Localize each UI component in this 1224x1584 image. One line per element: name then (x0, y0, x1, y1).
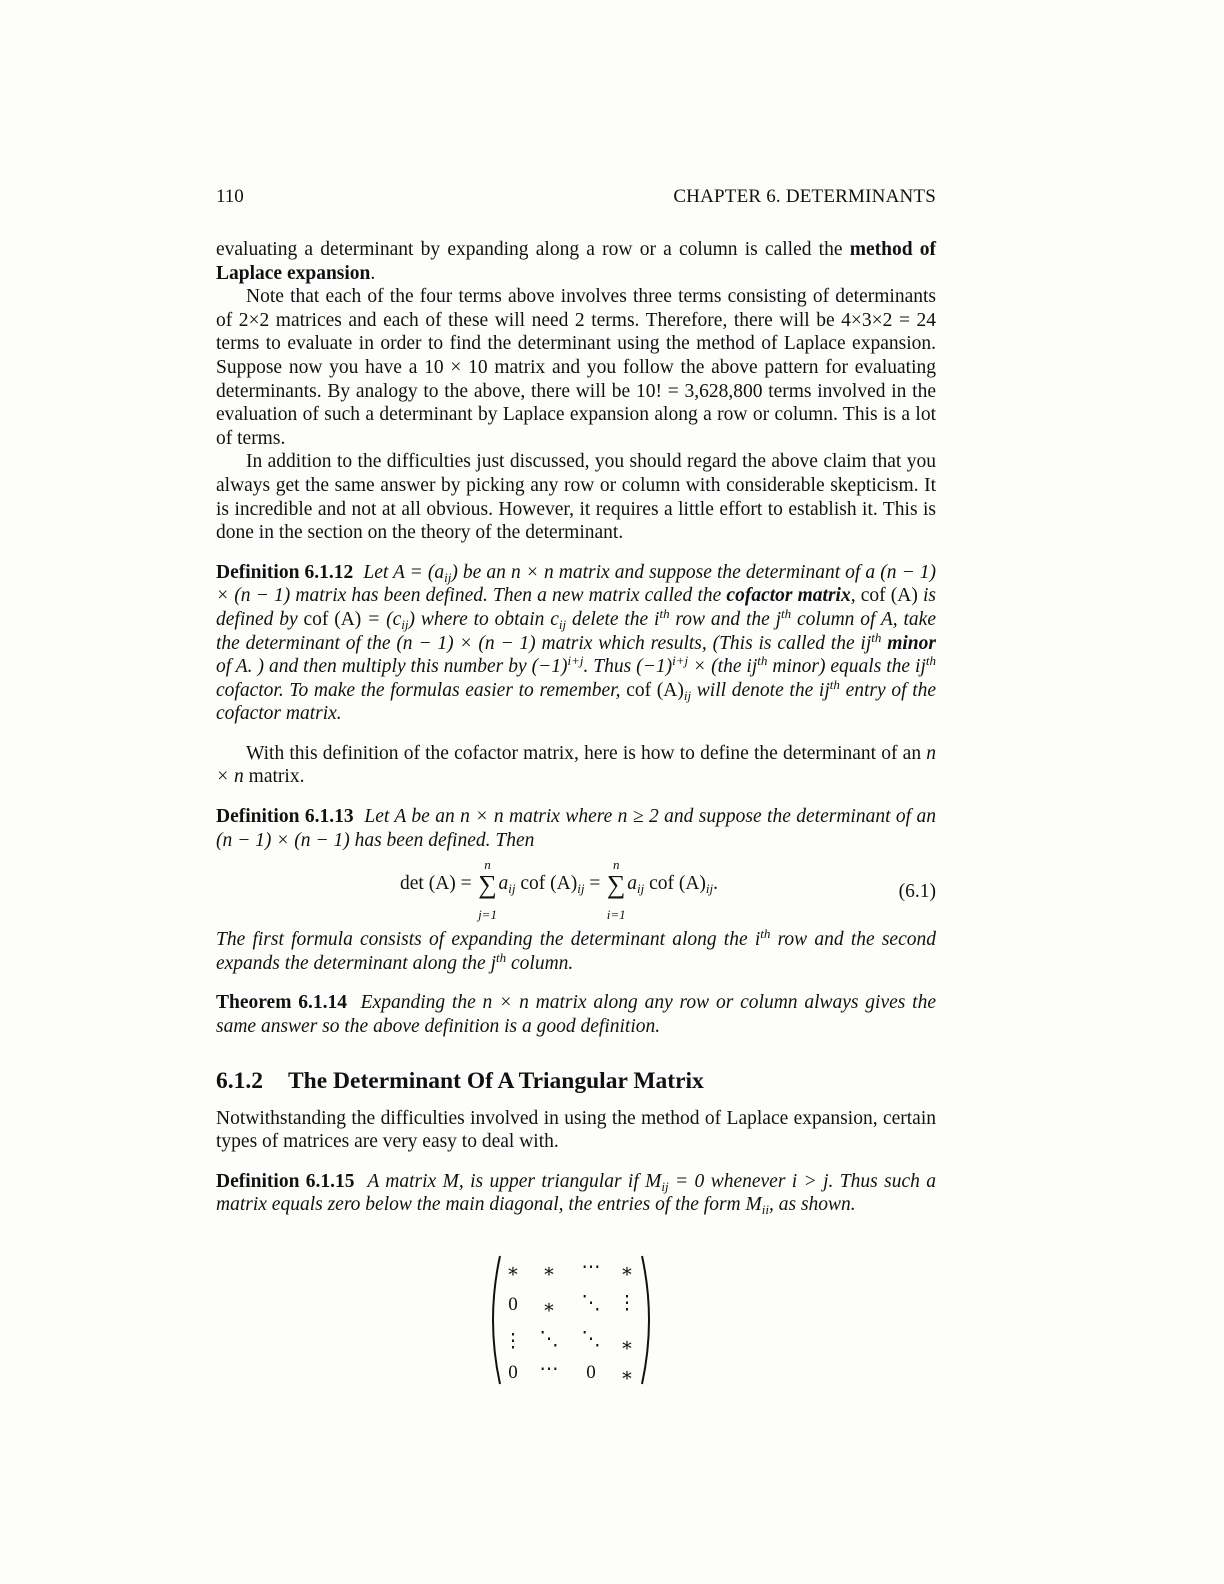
definition-label: Definition 6.1.12 (216, 561, 354, 583)
matrix-cell: ⋯ (539, 1359, 559, 1380)
matrix-cell: ∗ (542, 1297, 556, 1318)
paragraph-cofactor-definition: With this definition of the cofactor matrix, here is how to define the determinant of an n × n matrix. (216, 742, 936, 788)
matrix-cell: ⋱ (581, 1329, 601, 1350)
definition-6-1-12: Definition 6.1.12 Let $A = (a_{ij})$ be an n × n matrix and suppose the determinant of a (n − 1) × (n − 1) matrix has been defined. Then a new matrix called the cofactor matrix, cof (A) is defined by cof $(A) = (c_{ij})$ where to obtain $c_{ij}$ delete the $i^{th}$ row and the $j^{th}$ column of A, take the determinant of the (n − 1) × (n − 1) matrix which results, (This is called the $ij^{th}$ minor of A. ) and then multiply this number by $(-1)^{i+j}$. Thus $(-1)^{i+j} \times (the$ $ij^{th}$ minor) equals the $ij^{th}$ cofactor. To make the formulas easier to remember, cof $(A)_{ij}$ will denote the $ij^{th}$ entry of the cofactor matrix. (216, 561, 937, 725)
term-laplace-expansion: method of Laplace expansion (216, 239, 937, 284)
paragraph-skepticism: In addition to the difficulties just discussed, you should regard the above claim that you always get the same answer by picking any row or column with considerable skepticism. It is incredible and not at all obvious. However, it requires a little effort to establish it. This is done in the section on the theory of the determinant. (216, 451, 936, 544)
matrix-cell: 0 (508, 1362, 518, 1383)
equation-body: det (A) = ∑ n j=1 $a_{ij}$ cof $(A)_{ij}$ = ∑ n i=1 $a_{ij}$ cof $(A)_{ij}$. (400, 857, 719, 923)
matrix-cell: ⋱ (581, 1293, 601, 1314)
paragraph-triangular-intro: Notwithstanding the difficulties involved in using the method of Laplace expansion, certain types of matrices are very easy to deal with. (216, 1107, 936, 1153)
matrix-cell: ∗ (542, 1261, 556, 1282)
matrix-cell: 0 (586, 1362, 596, 1383)
paragraph-laplace: evaluating a determinant by expanding along a row or a column is called the method of Laplace expansion. (216, 239, 937, 284)
section-number: 6.1.2 (216, 1067, 263, 1094)
matrix-cell: ⋮ (503, 1331, 523, 1352)
matrix-cell: ⋱ (539, 1329, 559, 1350)
matrix-cell: ∗ (620, 1335, 634, 1356)
upper-triangular-matrix (486, 1254, 656, 1386)
page-number: 110 (216, 186, 244, 207)
matrix-cell: ⋯ (581, 1257, 601, 1278)
matrix-cell: ⋮ (617, 1293, 637, 1314)
section-heading (216, 1067, 936, 1095)
definition-label: Definition 6.1.15 (216, 1170, 355, 1192)
running-title: CHAPTER 6. DETERMINANTS (673, 186, 936, 207)
equation-number: (6.1) (898, 881, 936, 903)
definition-label: Definition 6.1.13 (216, 806, 354, 828)
matrix-cell: 0 (508, 1294, 518, 1315)
theorem-label: Theorem 6.1.14 (216, 992, 348, 1014)
summation-symbol-j: ∑ n j=1 (478, 857, 497, 923)
matrix-cell: ∗ (620, 1261, 634, 1282)
text-column (216, 238, 936, 1217)
definition-6-1-13: Definition 6.1.13 Let A be an n × n matrix where n ≥ 2 and suppose the determinant of an (n − 1) × (n − 1) has been defined. Then (216, 806, 937, 851)
definition-6-1-15: Definition 6.1.15 A matrix M, is upper triangular if $M_{ij} = 0$ whenever i > j. Thus such a matrix equals zero below the main diagonal, the entries of the form $M_{ii}$, as shown. (216, 1170, 937, 1218)
theorem-6-1-14: Theorem 6.1.14 Expanding the n × n matrix along any row or column always gives the same answer so the above definition is a good definition. (216, 992, 936, 1038)
term-minor: minor (887, 632, 936, 654)
matrix-cell: ∗ (506, 1261, 520, 1282)
equation-6-1 (216, 857, 936, 924)
summation-symbol-i: ∑ n i=1 (606, 857, 626, 923)
definition-6-1-13-explanation: The first formula consists of expanding the determinant along the $i^{th}$ row and the second expands the determinant along the $j^{th}$ column. (216, 926, 936, 974)
term-cofactor-matrix: cofactor matrix (726, 585, 851, 607)
section-title: The Determinant Of A Triangular Matrix (288, 1067, 704, 1094)
paragraph-term-count: Note that each of the four terms above involves three terms consisting of determinants of 2×2 matrices and each of these will need 2 terms. Therefore, there will be 4×3×2 = 24 terms to evaluate in order to find the determinant using the method of Laplace expansion. Suppose now you have a 10 × 10 matrix and you follow the above pattern for evaluating determinants. By analogy to the above, there will be 10! = 3,628,800 terms involved in the evaluation of such a determinant by Laplace expansion along a row or column. This is a lot of terms. (216, 286, 936, 449)
matrix-cell: ∗ (620, 1365, 634, 1386)
